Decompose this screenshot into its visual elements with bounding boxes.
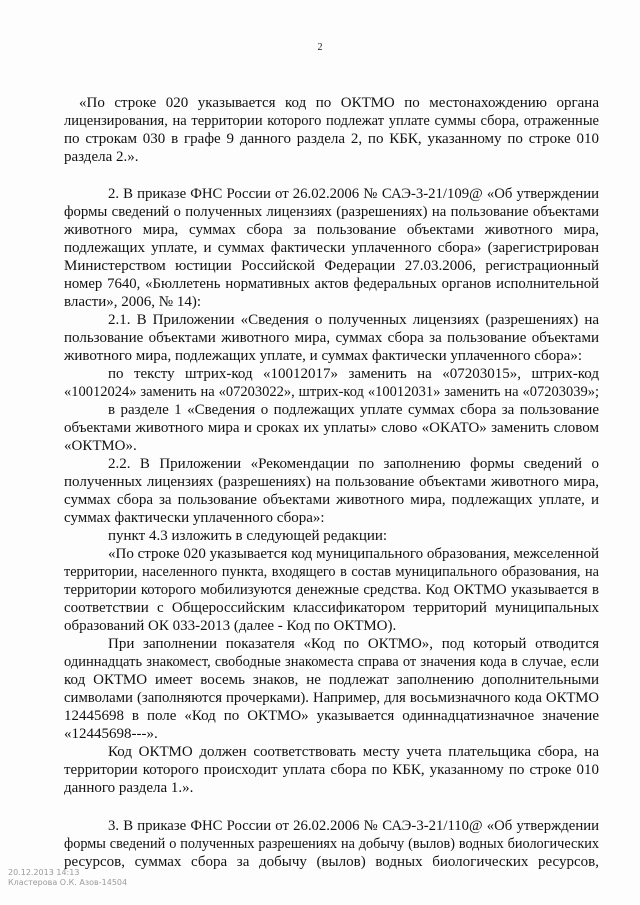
print-stamp-line-2: Кластерова О.К. Азов-14504 [8, 878, 128, 887]
text-line: пункт 4.3 изложить в следующей редакции: [108, 528, 388, 544]
text-line: 2.1. В Приложении «Сведения о полученных лицензиях (разрешениях) на [108, 312, 599, 328]
text-line: полученных лицензиях (разрешениях) на пользование объектами животного мира, [64, 474, 599, 490]
text-line: в разделе 1 «Сведения о подлежащих уплате суммах сбора за пользование [108, 402, 599, 418]
text-line: данного раздела 1.». [64, 780, 194, 796]
text-line: суммах сбора за пользование объектами животного мира, подлежащих уплате, и [64, 492, 599, 508]
text-line: При заполнении показателя «Код по ОКТМО», под который отводится [108, 636, 599, 652]
text-line: власти», 2006, № 14): [64, 294, 201, 310]
text-line: «ОКТМО». [64, 438, 137, 454]
text-line: код ОКТМО имеет восемь знаков, не подлежат заполнению дополнительными [64, 672, 599, 688]
print-stamp-line-1: 20.12.2013 14:13 [8, 868, 80, 877]
text-line: по строкам 030 в графе 9 данного раздела 2, по КБК, указанному по строке 010 [64, 131, 599, 147]
text-line: Министерством юстиции Российской Федерации 27.03.2006, регистрационный [64, 258, 599, 274]
text-line: одиннадцать знакомест, свободные знакоместа справа от значения кода в случае, если [64, 654, 599, 670]
text-line: суммах фактически уплаченного сбора»: [64, 510, 325, 526]
text-line: формы сведений о полученных разрешениях на добычу (вылов) водных биологических [64, 836, 599, 852]
text-line: символами (заполняются прочерками). Например, для восьмизначного кода ОКТМО [64, 690, 599, 706]
text-line: 2.2. В Приложении «Рекомендации по заполнению формы сведений о [108, 456, 599, 472]
text-line: «По строке 020 указывается код муниципального образования, межселенной [108, 546, 599, 562]
text-line: ресурсов, суммах сбора за добычу (вылов) водных биологических ресурсов, [64, 854, 599, 870]
text-line: 2. В приказе ФНС России от 26.02.2006 № САЭ-3-21/109@ «Об утверждении [108, 186, 599, 202]
text-line: соответствии с Общероссийским классификатором территорий муниципальных [64, 600, 599, 616]
text-line: животного мира, суммах сбора за пользование объектами животного мира, [64, 222, 599, 238]
text-line: номер 7640, «Бюллетень нормативных актов федеральных органов исполнительной [64, 276, 599, 292]
text-line: по тексту штрих-код «10012017» заменить на «07203015», штрих-код [108, 366, 599, 382]
text-line: Код ОКТМО должен соответствовать месту учета плательщика сбора, на [108, 744, 599, 760]
text-line: раздела 2.». [64, 149, 139, 165]
page-number: 2 [317, 42, 323, 53]
text-line: животного мира, подлежащих уплате, и суммах фактически уплаченного сбора»: [64, 348, 583, 364]
text-line: «10012024» заменить на «07203022», штрих-код «10012031» заменить на «07203039»; [64, 384, 599, 400]
text-line: лицензирования, на территории которого подлежат уплате суммы сбора, отраженные [64, 113, 599, 129]
text-line: «По строке 020 указывается код по ОКТМО по местонахождению органа [79, 95, 599, 111]
text-line: формы сведений о полученных лицензиях (разрешениях) на пользование объектами [64, 204, 599, 220]
text-line: территории которого мобилизуются денежные средства. Код ОКТМО указывается в [64, 582, 599, 598]
text-line: территории которого происходит уплата сбора по КБК, указанному по строке 010 [64, 762, 599, 778]
text-line: подлежащих уплате, и суммах фактически уплаченного сбора» (зарегистрирован [64, 240, 599, 256]
text-line: территории, населенного пункта, входящего в состав муниципального образования, на [64, 564, 599, 580]
text-line: пользование объектами животного мира, суммах сбора за пользование объектами [64, 330, 599, 346]
text-line: «12445698---». [64, 726, 158, 742]
text-line: 3. В приказе ФНС России от 26.02.2006 № САЭ-3-21/110@ «Об утверждении [108, 818, 599, 834]
text-line: объектами животного мира и сроках их уплаты» слово «ОКАТО» заменить словом [64, 420, 599, 436]
text-line: 12445698 в поле «Код по ОКТМО» указывается одиннадцатизначное значение [64, 708, 599, 724]
text-line: образований ОК 033-2013 (далее - Код по ОКТМО). [64, 618, 397, 634]
